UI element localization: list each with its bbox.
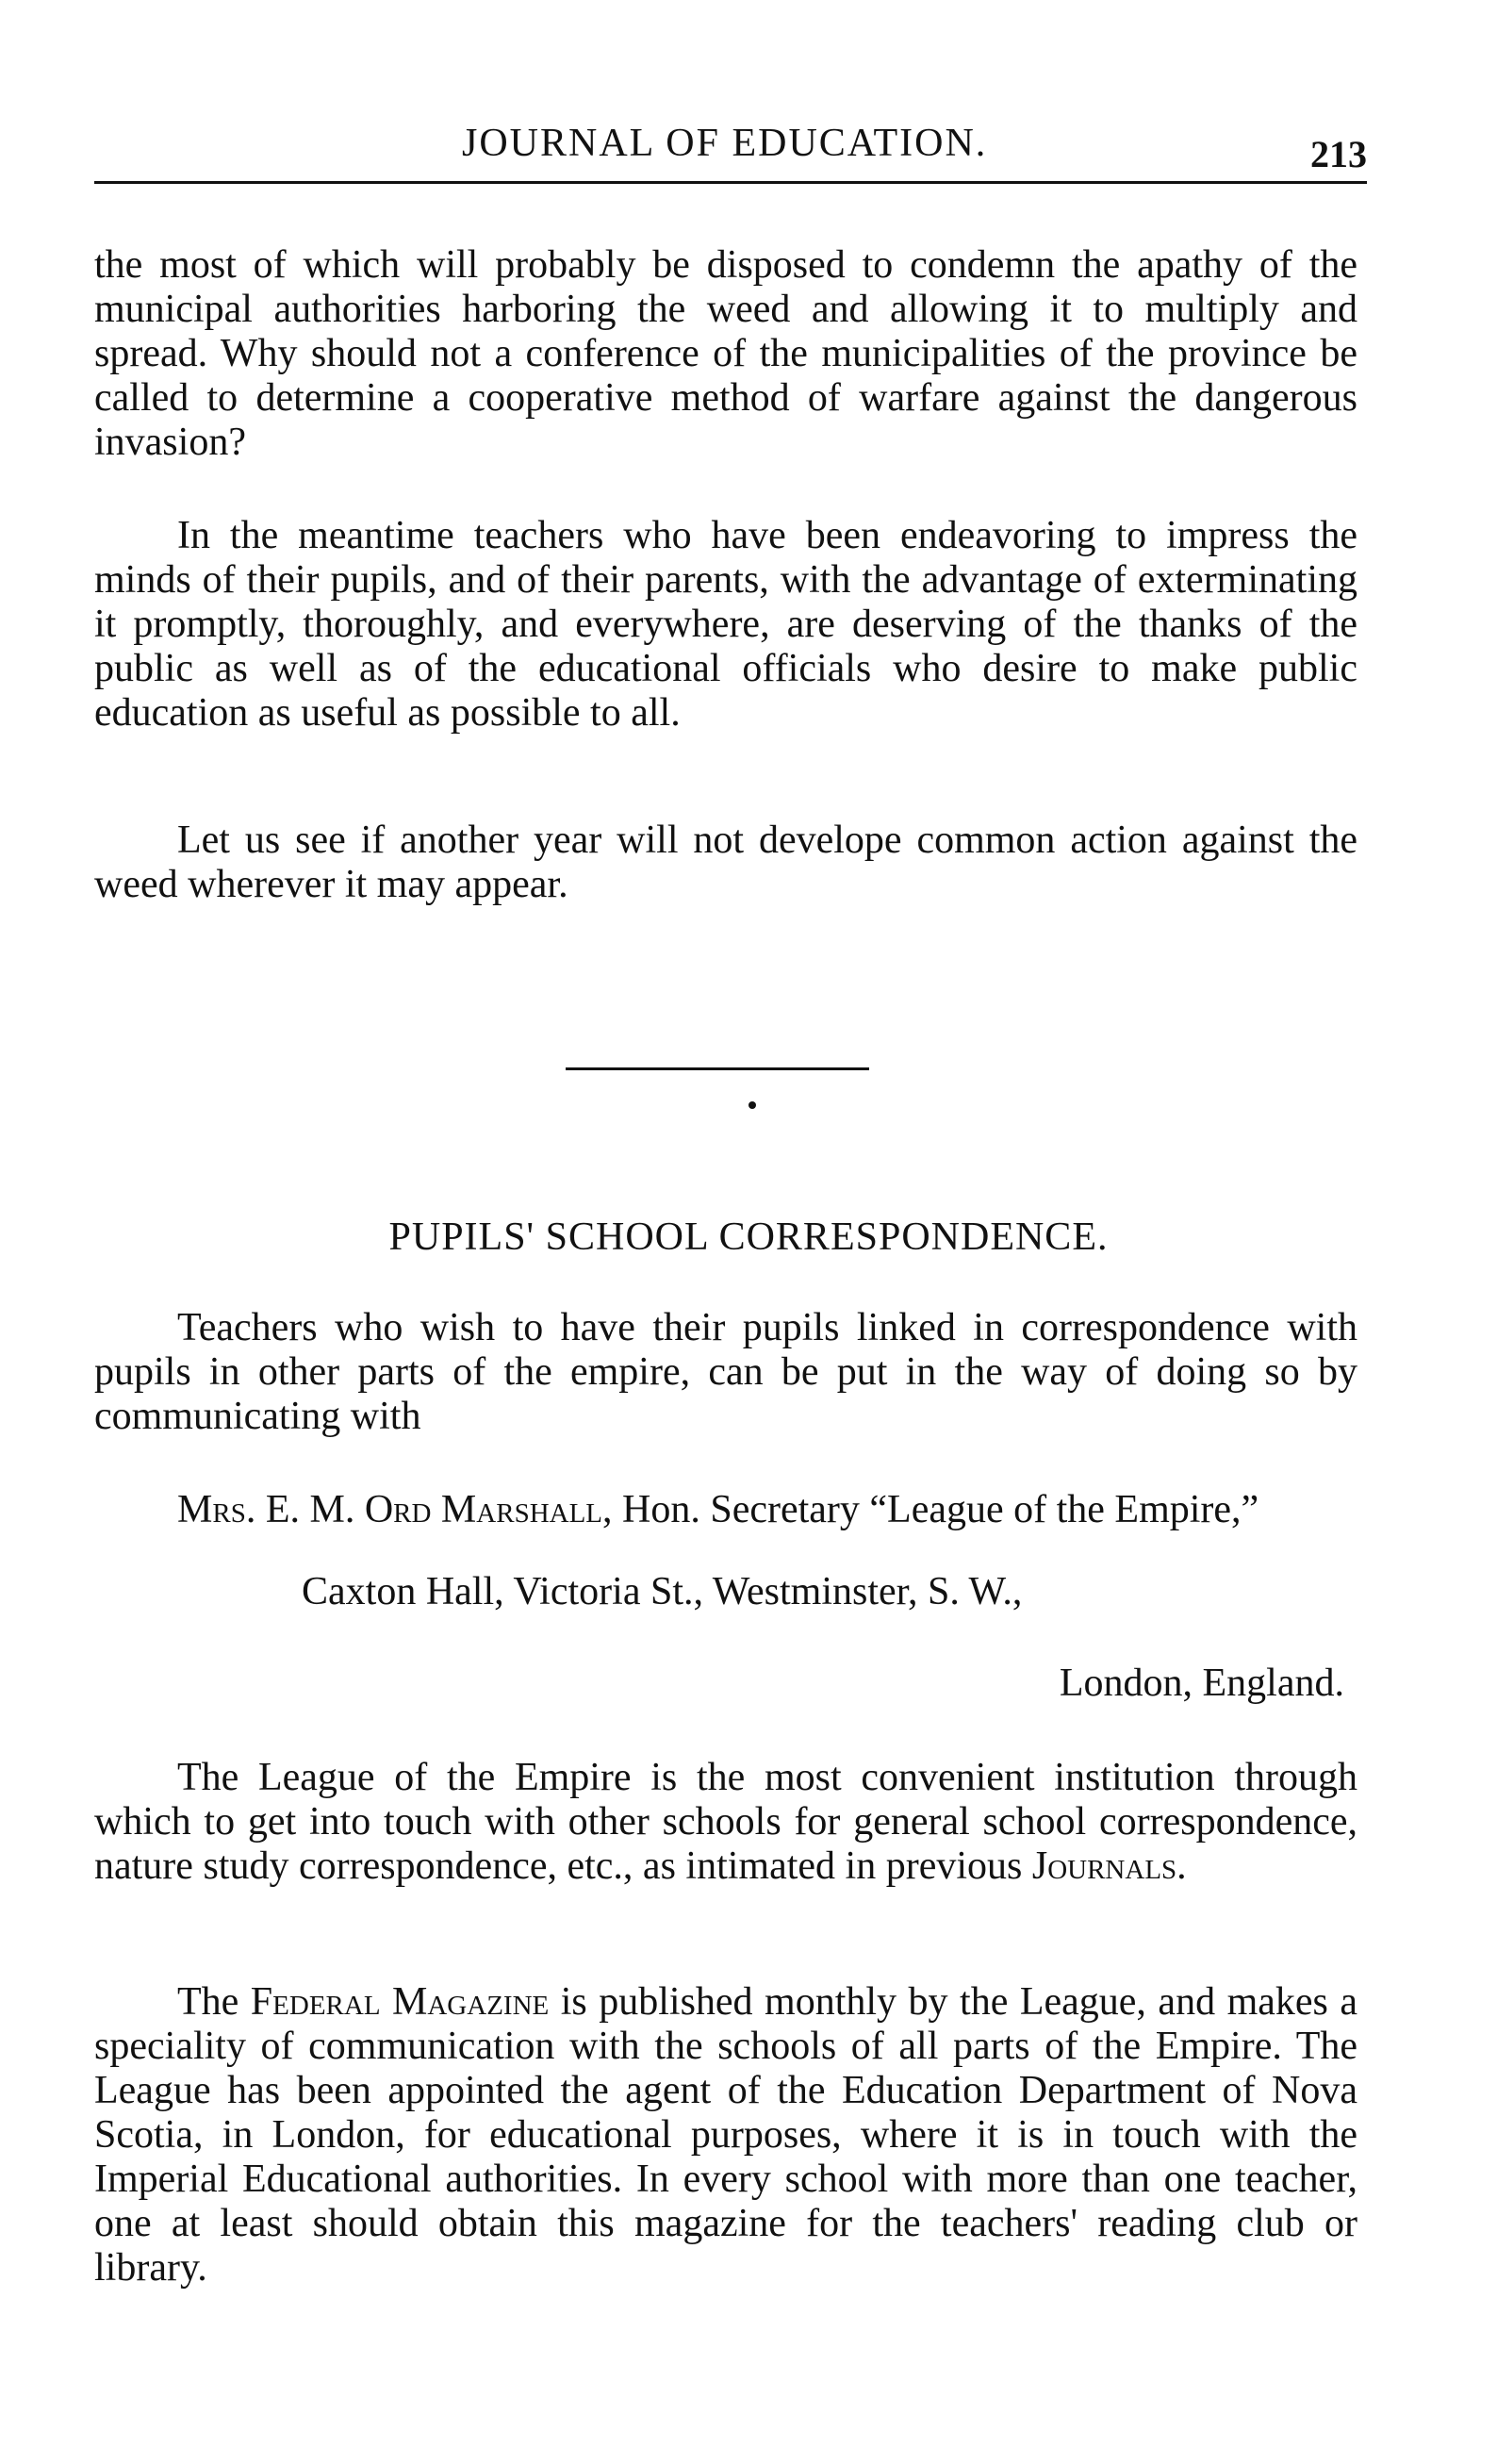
- paragraph-teachers: Teachers who wish to have their pupils linked in correspondence with pupils in other parts of the empire, can be put in the way of doing so by communicating with: [94, 1306, 1357, 1438]
- recipient-name: Mrs. E. M. Ord Marshall,: [177, 1488, 613, 1531]
- magazine-name: Federal Magazine: [250, 1980, 550, 2024]
- recipient-title: Hon. Secretary “League of the Empire,”: [612, 1488, 1259, 1531]
- ornament-dot: [748, 1101, 756, 1109]
- section-title: PUPILS' SCHOOL CORRESPONDENCE.: [388, 1215, 1109, 1259]
- paragraph-federal-magazine: [94, 1980, 1357, 2290]
- running-title: JOURNAL OF EDUCATION.: [462, 122, 988, 165]
- header-rule: [94, 181, 1367, 184]
- page-number: 213: [1310, 133, 1367, 175]
- journals-word: Journals.: [1031, 1844, 1187, 1888]
- magazine-text: is published monthly by the League, and makes a speciality of communication with the schools of all parts of the Empire. The League has been appointed the agent of the Education Department of Nova Scotia, in London, for educational purposes, where it is in touch with the Imperial Educational authorities. In every school with more than one teacher, one at least should obtain this magazine for the teachers' reading club or library.: [94, 1980, 1357, 2290]
- magazine-intro: The: [177, 1980, 251, 2024]
- running-head: [94, 121, 1367, 177]
- address-street: Caxton Hall, Victoria St., Westminster, S. W.,: [302, 1570, 1023, 1613]
- section-divider: [566, 1067, 869, 1070]
- paragraph-league: [94, 1756, 1357, 1889]
- league-text: The League of the Empire is the most convenient institution through which to get into touch with other schools for general school correspondence, nature study correspondence, etc., as intimated in previous: [94, 1756, 1357, 1888]
- address-city: London, England.: [1059, 1662, 1344, 1705]
- address-recipient: [94, 1488, 1357, 1532]
- paragraph-continued: the most of which will probably be disposed to condemn the apathy of the municipal authorities harboring the weed and allowing it to multiply and spread. Why should not a conference of the municipalities of the province be called to determine a cooperative method of warfare against the dangerous invasion?: [94, 243, 1357, 464]
- paragraph-let-us-see: Let us see if another year will not develope common action against the weed wherever it may appear.: [94, 819, 1357, 906]
- paragraph-meantime: In the meantime teachers who have been endeavoring to impress the minds of their pupils, and of their parents, with the advantage of exterminating it promptly, thoroughly, and everywhere, are deserving of the thanks of the public as well as of the educational officials who desire to make public education as useful as possible to all.: [94, 514, 1357, 735]
